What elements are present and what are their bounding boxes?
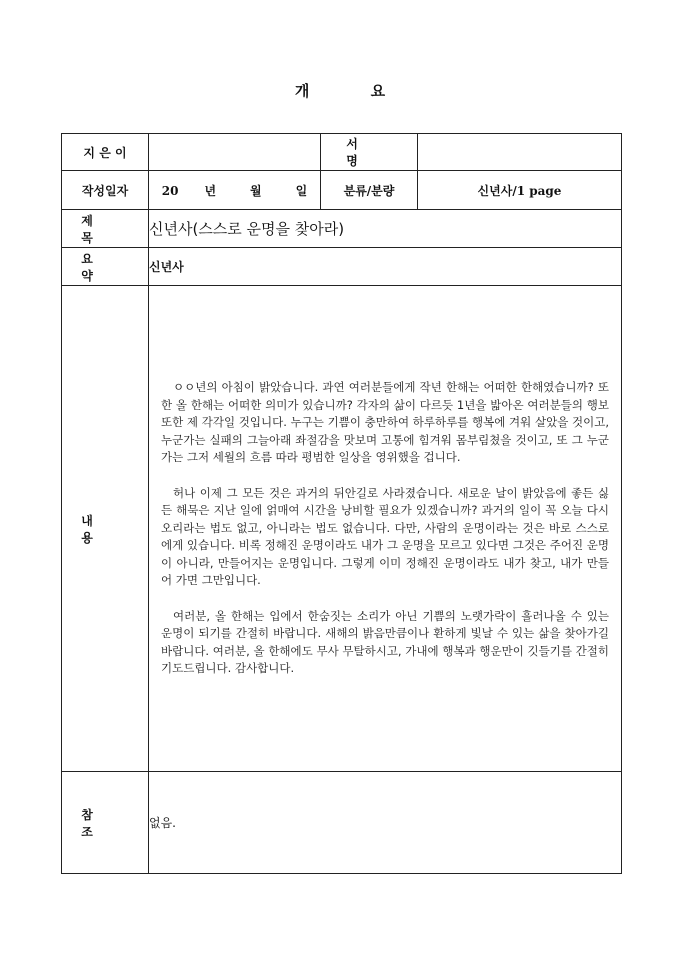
content-paragraph: ㅇㅇ년의 아침이 밝았습니다. 과연 여러분들에게 작년 한해는 어떠한 한해였습니까? 또한 올 한해는 어떠한 의미가 있습니까? 각자의 삶이 다르듯 1년을 밟아온 여러분들의 행보 또한 제 각각일 것입니다. 누구는 기쁨이 충만하여 하루하루를 행복에 겨워 살았을 것이고, 누군가는 실패의 그늘아래 좌절감을 맛보며 고통에 힘겨워 몸부림쳤을 것이고, 또 그 누군가는 그저 세월의 흐름 따라 평범한 일상을 영위했을 겁니다.: [161, 379, 609, 465]
document-title: 개 요: [294, 82, 414, 100]
subject-row: [62, 210, 622, 248]
category-label: 분류/분량: [321, 171, 418, 210]
content-value[interactable]: [149, 286, 622, 772]
summary-row: [62, 248, 622, 286]
date-month: 월: [250, 183, 262, 198]
author-label: 지 은 이: [62, 134, 149, 171]
content-label: 내 용: [62, 286, 149, 772]
signature-value[interactable]: [418, 134, 622, 171]
summary-form-table: [61, 133, 622, 874]
content-paragraph: 여러분, 올 한해는 입에서 한숨짓는 소리가 아닌 기쁨의 노랫가락이 흘러나올 수 있는 운명이 되기를 간절히 바랍니다. 새해의 밝음만큼이나 환하게 빛날 수 있는 삶을 찾아가길 바랍니다. 여러분, 올 한해에도 무사 무탈하시고, 가내에 행복과 행운만이 깃들기를 간절히 기도드립니다. 감사합니다.: [161, 608, 609, 676]
date-prefix: 20: [161, 183, 179, 198]
author-value[interactable]: [149, 134, 321, 171]
summary-label: 요 약: [62, 248, 149, 286]
date-day: 일: [295, 183, 308, 198]
date-row: [62, 171, 622, 210]
reference-label: 참 조: [62, 772, 149, 874]
content-paragraph: 허나 이제 그 모든 것은 과거의 뒤안길로 사라졌습니다. 새로운 날이 밝았음에 좋든 싫든 해묵은 지난 일에 얽매여 시간을 낭비할 필요가 있겠습니까? 과거의 일이 꼭 오늘 다시 오리라는 법도 없고, 아니라는 법도 없습니다. 다만, 사람의 운명이라는 것은 바로 스스로에게 있습니다. 비록 정해진 운명이라도 내가 그 운명을 모르고 있다면 그것은 주어진 운명이 아니라, 만들어지는 운명입니다. 그렇게 이미 정해진 운명이라도 내가 찾고, 내가 만들어 가면 그만입니다.: [161, 485, 609, 588]
author-row: [62, 134, 622, 171]
signature-label: 서 명: [321, 134, 418, 171]
content-row: [62, 286, 622, 772]
date-label: 작성일자: [62, 171, 149, 210]
reference-value[interactable]: 없음.: [149, 772, 622, 874]
category-value[interactable]: 신년사/1 page: [418, 171, 622, 210]
content-body: [149, 379, 621, 678]
subject-value[interactable]: 신년사(스스로 운명을 찾아라): [149, 210, 622, 248]
date-year: 년: [204, 183, 217, 198]
date-value[interactable]: [149, 171, 321, 210]
summary-value[interactable]: 신년사: [149, 248, 622, 286]
subject-label: 제 목: [62, 210, 149, 248]
reference-row: [62, 772, 622, 874]
